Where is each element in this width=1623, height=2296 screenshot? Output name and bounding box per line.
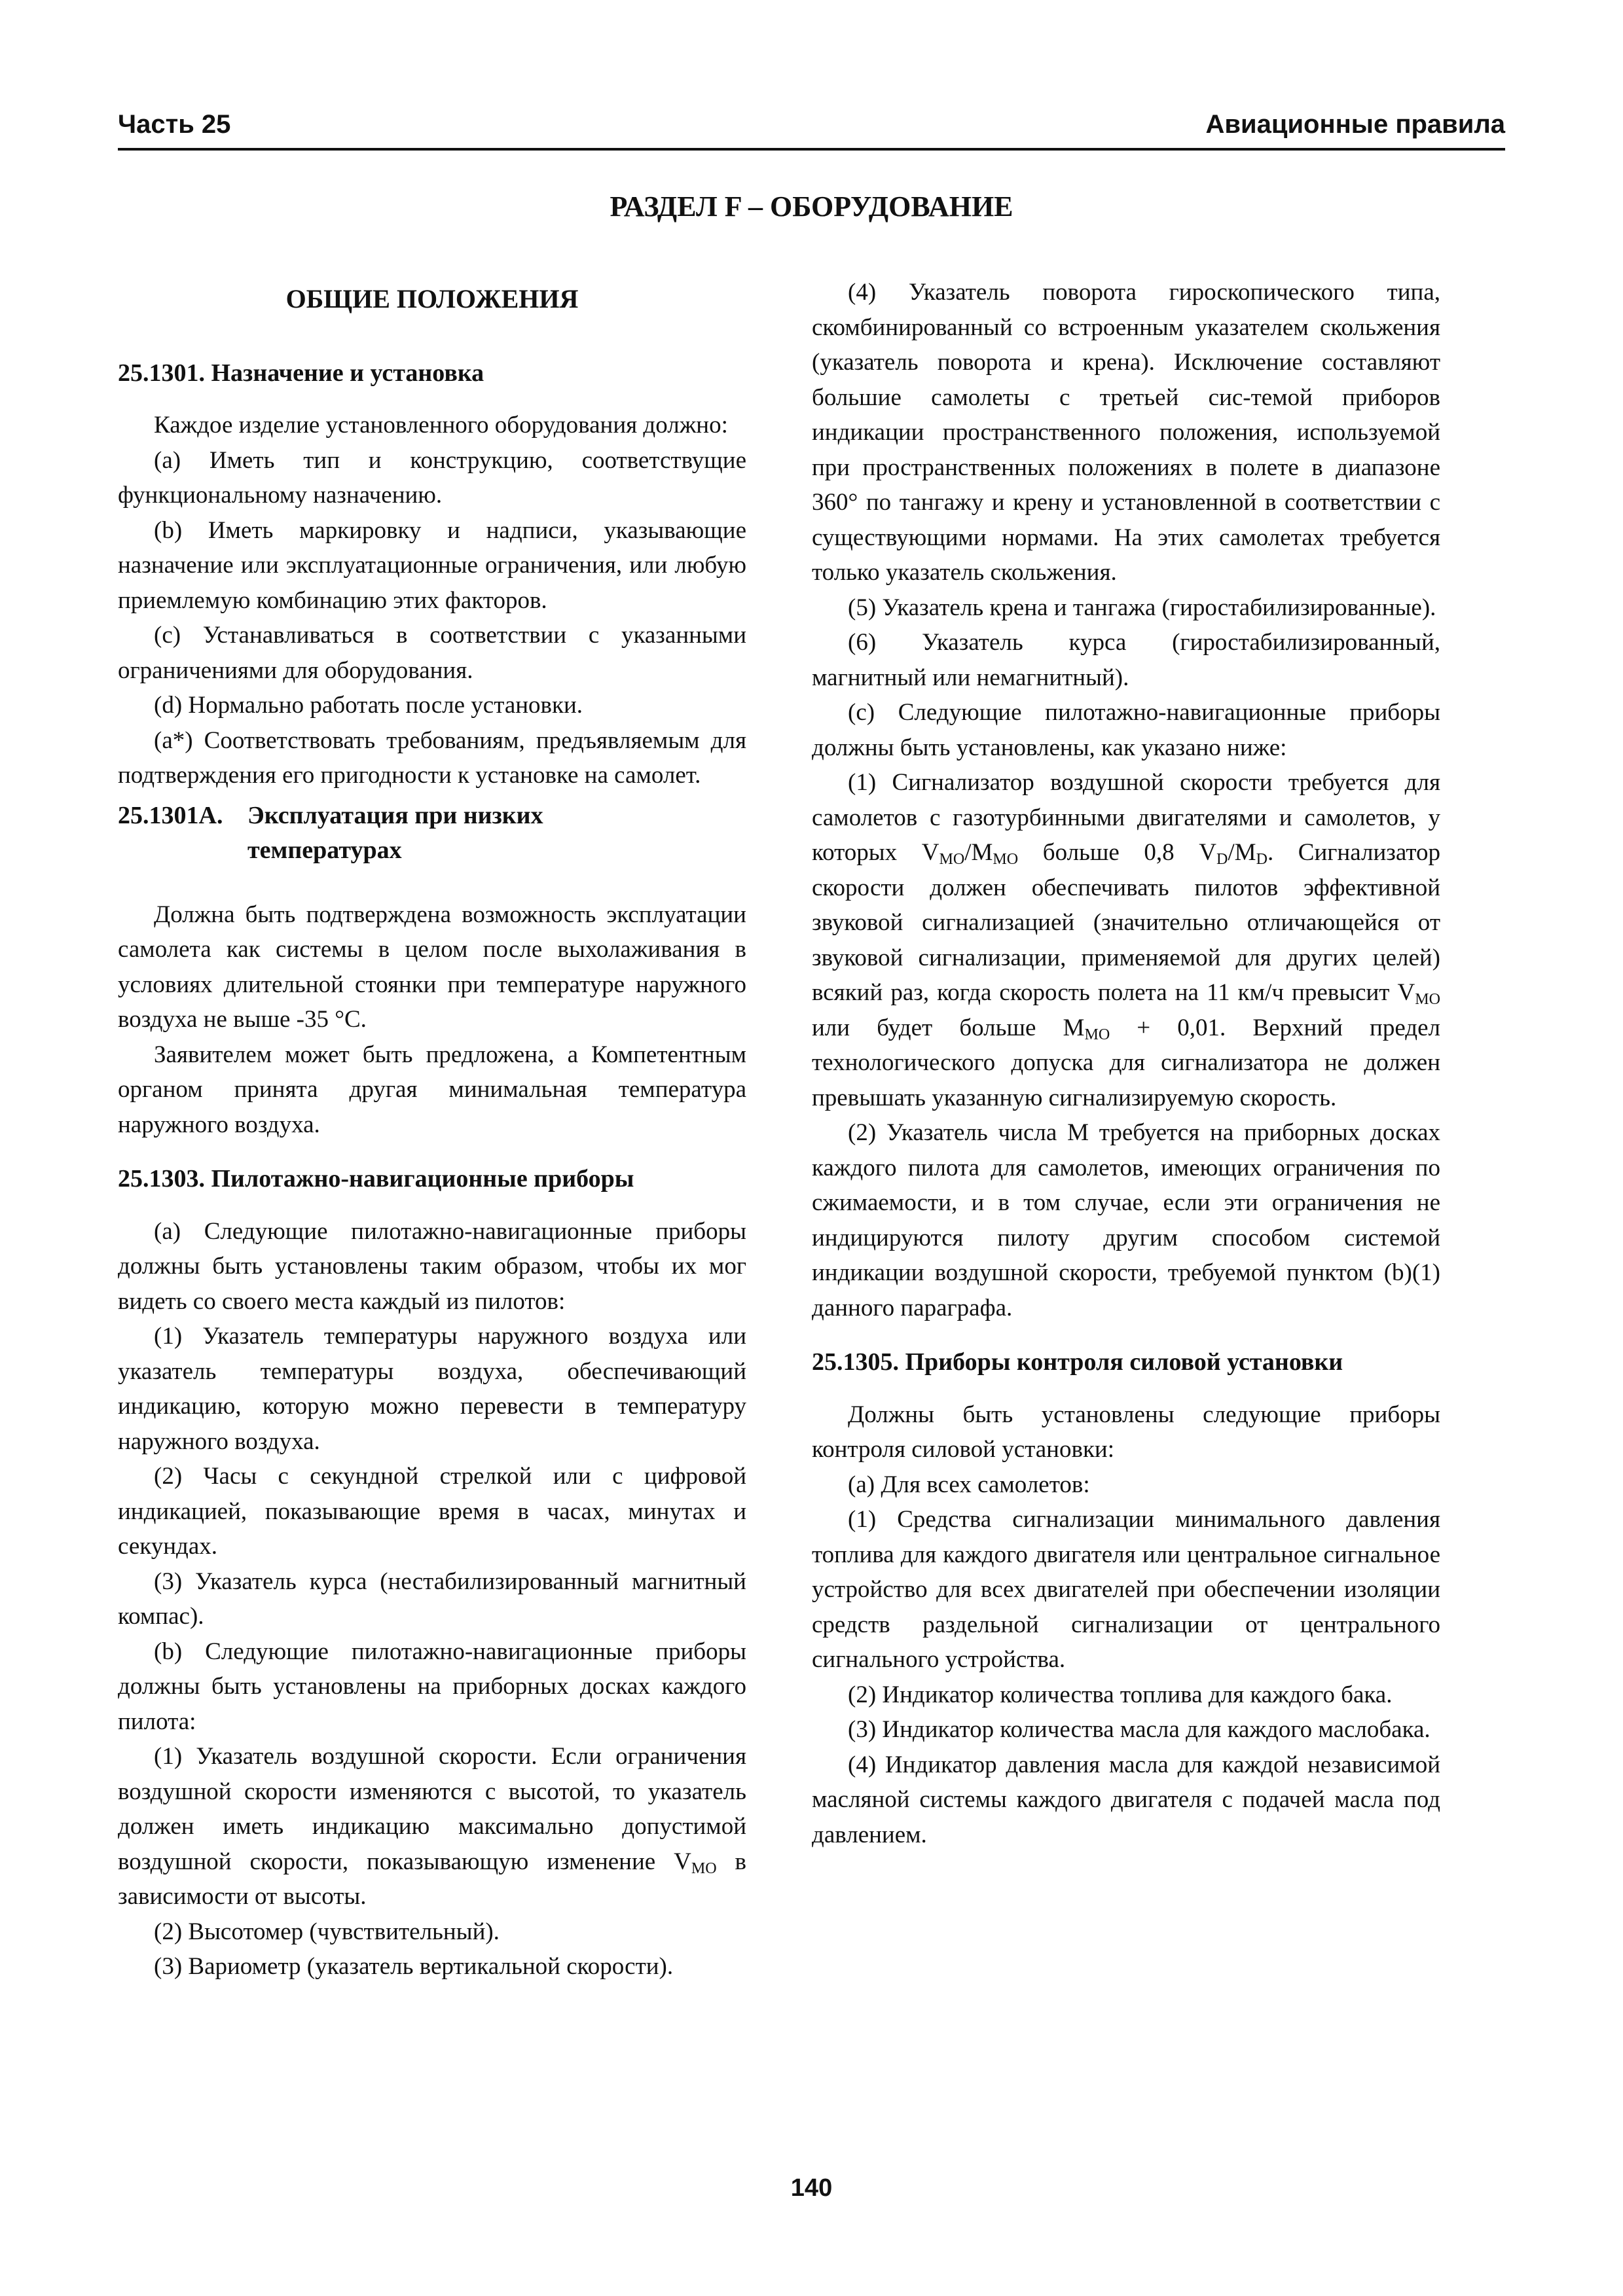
paragraph: (b) Следующие пилотажно-навигационные приборы должны быть установлены на приборных досках каждого пилота: bbox=[118, 1638, 746, 1735]
paragraph: (2) Часы с секундной стрелкой или с цифровой индикацией, показывающие время в часах, минутах и секундах. bbox=[118, 1463, 746, 1560]
paragraph: (2) Высотомер (чувствительный). bbox=[154, 1918, 500, 1945]
paragraph: (5) Указатель крена и тангажа (гиростабилизированные). bbox=[848, 594, 1436, 621]
clause-number: 25.1301А. bbox=[118, 801, 223, 829]
paragraph: (2) Индикатор количества топлива для каждого бака. bbox=[848, 1681, 1393, 1708]
running-header-left: Часть 25 bbox=[118, 110, 231, 139]
paragraph: Должна быть подтверждена возможность эксплуатации самолета как системы в целом после выхолаживания в условиях длительной стоянки при температуре наружного воздуха не выше -35 °С. bbox=[118, 901, 746, 1033]
paragraph: (c) Устанавливаться в соответствии с указанными ограничениями для оборудования. bbox=[118, 622, 746, 684]
paragraph: (1) Указатель температуры наружного воздуха или указатель температуры воздуха, обеспечивающий индикацию, которую можно перевести в температуру наружного воздуха. bbox=[118, 1323, 746, 1455]
paragraph: (a) Для всех самолетов: bbox=[848, 1471, 1090, 1498]
section-title: РАЗДЕЛ F – ОБОРУДОВАНИЕ bbox=[610, 190, 1013, 223]
running-header-right: Авиационные правила bbox=[1205, 110, 1505, 139]
right-column bbox=[812, 275, 1440, 1852]
paragraph: Заявителем может быть предложена, а Компетентным органом принята другая минимальная температура наружного воздуха. bbox=[118, 1041, 746, 1138]
paragraph: (1) Сигнализатор воздушной скорости требуется для самолетов с газотурбинными двигателями и самолетов, у которых $V_{MO}/M_{MO}$ больше 0,8 $V_D/M_D$. Сигнализатор скорости должен обеспечивать пилотов эффективной звуковой сигнализацией (значительно отличающейся от звуковой сигнализации, применяемой для других целей) всякий раз, когда скорость полета на 11 км/ч превысит $V_{MO}$ или будет больше $M_{MO} + 0,01$. Верхний предел технологического допуска для сигнализатора не должен превышать указанную сигнализируемую скорость. bbox=[812, 769, 1441, 1111]
paragraph: (b) Иметь маркировку и надписи, указывающие назначение или эксплуатационные ограничения, или любую приемлемую комбинацию этих факторов. bbox=[118, 516, 746, 614]
clause-25-1303-title: 25.1303. Пилотажно-навигационные приборы bbox=[118, 1165, 634, 1193]
left-column bbox=[118, 275, 746, 1984]
clause-25-1301-title: 25.1301. Назначение и установка bbox=[118, 359, 484, 387]
general-provisions-heading: ОБЩИЕ ПОЛОЖЕНИЯ bbox=[285, 284, 579, 314]
paragraph: (a) Следующие пилотажно-навигационные приборы должны быть установлены таким образом, чтобы их мог видеть со своего места каждый из пилотов: bbox=[118, 1217, 746, 1315]
paragraph: (4) Указатель поворота гироскопического типа, скомбинированный со встроенным указателем скольжения (указатель поворота и крена). Исключение составляют большие самолеты с третьей сис-темой приборов индикации пространственного положения, используемой при пространственных положениях в полете в диапазоне 360° по тангажу и крену и установленной в соответствии с существующими нормами. На этих самолетах требуется только указатель скольжения. bbox=[812, 279, 1440, 586]
paragraph: (3) Указатель курса (нестабилизированный магнитный компас). bbox=[118, 1568, 746, 1630]
clause-title: Эксплуатация при низких температурах bbox=[247, 801, 543, 864]
page-number: 140 bbox=[790, 2174, 833, 2202]
paragraph: (c) Следующие пилотажно-навигационные приборы должны быть установлены, как указано ниже: bbox=[812, 699, 1440, 761]
paragraph: Каждое изделие установленного оборудования должно: bbox=[154, 412, 728, 439]
paragraph: (а*) Соответствовать требованиям, предъявляемым для подтверждения его пригодности к установке на самолет. bbox=[118, 726, 746, 789]
paragraph: (1) Средства сигнализации минимального давления топлива для каждого двигателя или центральное сигнальное устройство для всех двигателей при обеспечении изоляции средств раздельной сигнализации от центрального сигнального устройства. bbox=[812, 1506, 1440, 1673]
paragraph: Должны быть установлены следующие приборы контроля силовой установки: bbox=[812, 1401, 1440, 1463]
paragraph: (a) Иметь тип и конструкцию, соответствущие функциональному назначению. bbox=[118, 446, 746, 509]
paragraph: (3) Индикатор количества масла для каждого маслобака. bbox=[848, 1716, 1431, 1743]
paragraph: (1) Указатель воздушной скорости. Если ограничения воздушной скорости изменяются с высотой, то указатель должен иметь индикацию максимально допустимой воздушной скорости, показывающую изменение $V_{MO}$ в зависимости от высоты. bbox=[118, 1743, 746, 1910]
paragraph: (6) Указатель курса (гиростабилизированный, магнитный или немагнитный). bbox=[812, 629, 1440, 691]
paragraph: (d) Нормально работать после установки. bbox=[154, 692, 583, 719]
clause-25-1305-title: 25.1305. Приборы контроля силовой установки bbox=[812, 1348, 1343, 1376]
paragraph: (3) Вариометр (указатель вертикальной скорости). bbox=[154, 1953, 674, 1980]
header-rule bbox=[118, 148, 1505, 151]
paragraph: (2) Указатель числа М требуется на приборных досках каждого пилота для самолетов, имеющих ограничения по сжимаемости, и в том случае, если эти ограничения не индицируются пилоту другим способом системой индикации воздушной скорости, требуемой пунктом (b)(1) данного параграфа. bbox=[812, 1119, 1440, 1321]
clause-25-1301a-title bbox=[118, 798, 746, 869]
paragraph: (4) Индикатор давления масла для каждой независимой масляной системы каждого двигателя с подачей масла под давлением. bbox=[812, 1751, 1440, 1848]
